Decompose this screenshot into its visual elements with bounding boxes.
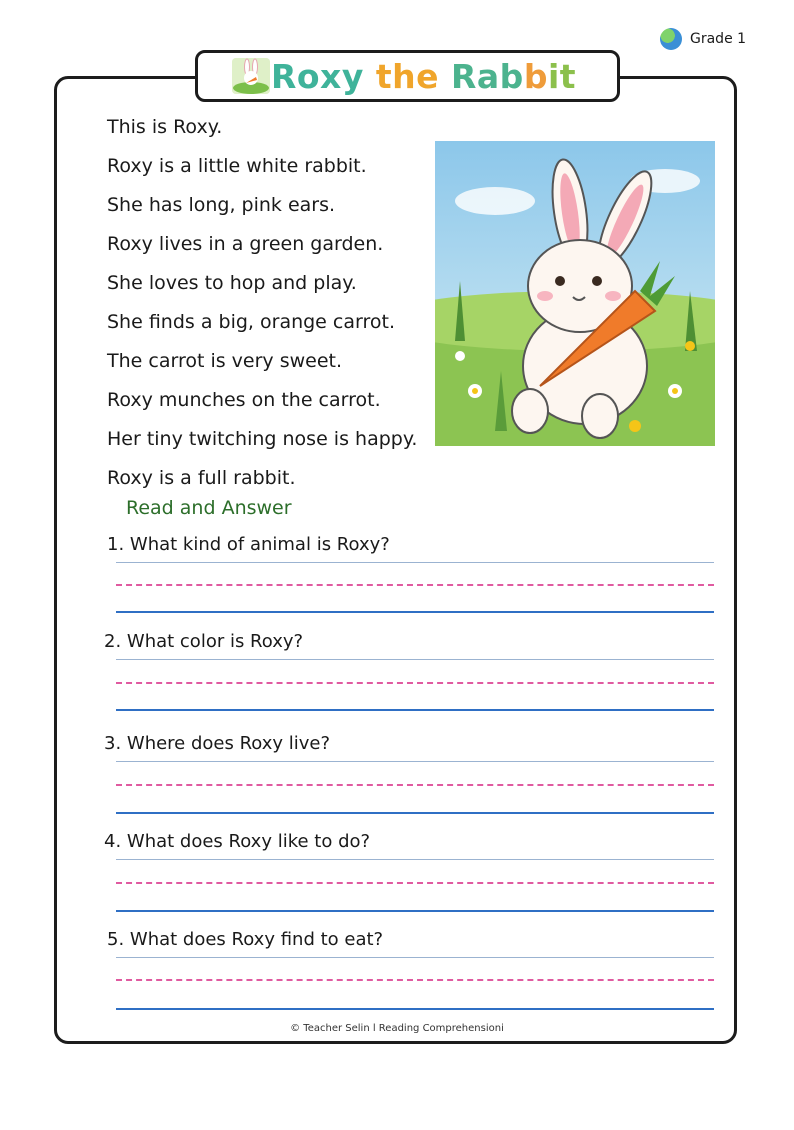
title-word-rab: Rab xyxy=(451,56,524,96)
writing-line-dashed xyxy=(116,979,714,981)
story-line: Her tiny twitching nose is happy. xyxy=(107,428,418,450)
writing-line-base[interactable] xyxy=(116,812,714,814)
writing-line-top xyxy=(116,957,714,958)
writing-line-dashed xyxy=(116,882,714,884)
grade-text: Grade 1 xyxy=(690,31,747,47)
story-line: She loves to hop and play. xyxy=(107,272,357,294)
story-line: Roxy munches on the carrot. xyxy=(107,389,381,411)
writing-line-dashed xyxy=(116,584,714,586)
writing-line-base[interactable] xyxy=(116,1008,714,1010)
story-line: She has long, pink ears. xyxy=(107,194,336,216)
story-line: The carrot is very sweet. xyxy=(107,350,343,372)
grade-label xyxy=(660,28,746,50)
story-line: Roxy lives in a green garden. xyxy=(107,233,384,255)
title-word-the: the xyxy=(375,56,439,96)
section-title: Read and Answer xyxy=(126,497,292,519)
writing-line-base[interactable] xyxy=(116,611,714,613)
writing-line-base[interactable] xyxy=(116,709,714,711)
footer-credit: © Teacher Selin l Reading Comprehensioni xyxy=(290,1023,504,1034)
question-2: 2. What color is Roxy? xyxy=(104,631,304,652)
question-1: 1. What kind of animal is Roxy? xyxy=(107,534,390,555)
story-line: She finds a big, orange carrot. xyxy=(107,311,395,333)
writing-line-base[interactable] xyxy=(116,910,714,912)
writing-line-top xyxy=(116,761,714,762)
title-word-roxy: Roxy xyxy=(270,56,364,96)
story-line: This is Roxy. xyxy=(107,116,223,138)
writing-line-top xyxy=(116,562,714,563)
story-line: Roxy is a little white rabbit. xyxy=(107,155,367,177)
page-title xyxy=(270,57,577,96)
story-line: Roxy is a full rabbit. xyxy=(107,467,296,489)
question-3: 3. Where does Roxy live? xyxy=(104,733,331,754)
rabbit-icon xyxy=(232,58,270,94)
title-word-it: it xyxy=(547,56,577,96)
writing-line-dashed xyxy=(116,784,714,786)
writing-line-top xyxy=(116,859,714,860)
rabbit-illustration xyxy=(435,141,715,446)
globe-icon xyxy=(660,28,682,50)
story-text xyxy=(107,108,417,498)
title-banner xyxy=(195,50,620,102)
question-4: 4. What does Roxy like to do? xyxy=(104,831,371,852)
writing-line-top xyxy=(116,659,714,660)
writing-line-dashed xyxy=(116,682,714,684)
title-word-b: b xyxy=(523,56,548,96)
question-5: 5. What does Roxy find to eat? xyxy=(107,929,384,950)
